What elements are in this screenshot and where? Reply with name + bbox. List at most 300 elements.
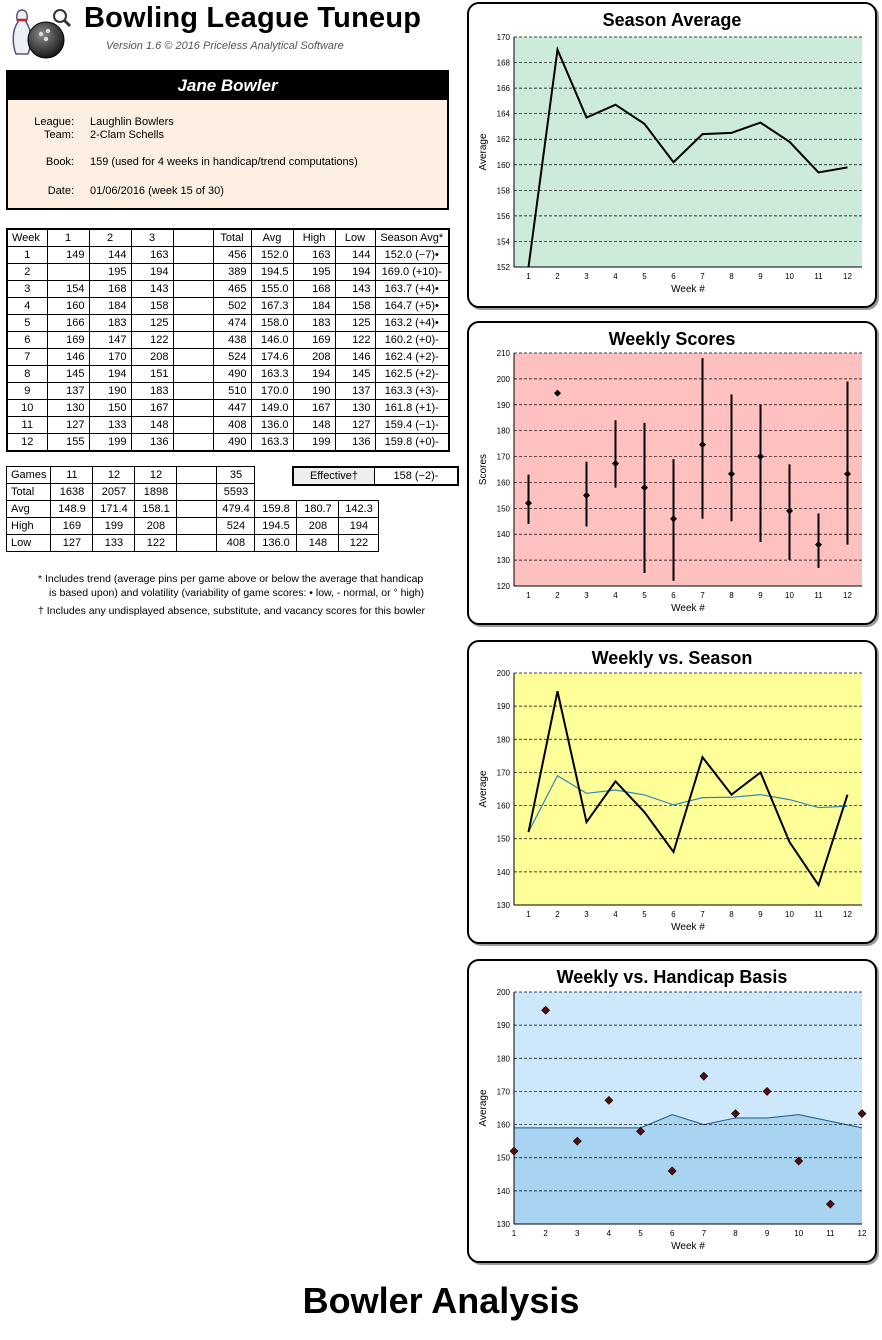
table-cell: 158	[335, 298, 375, 315]
y-tick-label: 160	[496, 160, 510, 170]
table-cell: 160	[47, 298, 89, 315]
table-cell: 174.6	[251, 349, 293, 366]
effective-value: 158 (−2)-	[375, 467, 459, 485]
y-axis-label: Average	[478, 1089, 489, 1127]
x-axis-label: Week #	[671, 284, 705, 295]
table-row	[7, 281, 449, 298]
table-cell: 167	[131, 400, 173, 417]
table-cell: 136	[335, 434, 375, 452]
table-cell: 163.7 (+4)•	[375, 281, 449, 298]
column-header: 1	[47, 229, 89, 247]
date-value: 01/06/2016 (week 15 of 30)	[90, 185, 224, 197]
table-row	[7, 264, 449, 281]
table-cell: 183	[89, 315, 131, 332]
chart-title: Weekly Scores	[608, 329, 736, 349]
table-cell: Low	[7, 535, 51, 552]
empty-cell	[255, 484, 297, 501]
table-cell: 158	[131, 298, 173, 315]
table-cell: 148.9	[51, 501, 93, 518]
table-row	[7, 518, 379, 535]
y-tick-label: 162	[496, 135, 510, 145]
table-cell: 5593	[217, 484, 255, 501]
table-cell: 145	[335, 366, 375, 383]
table-cell: 456	[213, 247, 251, 264]
y-tick-label: 200	[496, 988, 510, 997]
table-cell: 168	[89, 281, 131, 298]
table-cell: 158.1	[135, 501, 177, 518]
table-cell	[173, 400, 213, 417]
table-header-row	[7, 229, 449, 247]
table-cell: 479.4	[217, 501, 255, 518]
column-header: Avg	[251, 229, 293, 247]
x-tick-label: 4	[606, 1229, 612, 1238]
table-row	[7, 484, 379, 501]
x-tick-label: 8	[729, 272, 734, 281]
weekly-vs-handicap-chart-panel	[467, 959, 877, 1263]
table-cell: 194.5	[255, 518, 297, 535]
weekly-scores-chart	[469, 323, 875, 623]
table-row	[7, 332, 449, 349]
season-average-chart-panel	[467, 2, 877, 308]
table-cell: 190	[293, 383, 335, 400]
column-header: Week	[7, 229, 47, 247]
y-tick-label: 152	[496, 263, 510, 272]
y-tick-label: 170	[496, 1087, 510, 1097]
table-cell	[173, 298, 213, 315]
table-cell	[177, 501, 217, 518]
bowler-info-panel	[6, 70, 449, 210]
x-tick-label: 5	[642, 591, 647, 600]
table-cell: 171.4	[93, 501, 135, 518]
y-tick-label: 130	[496, 901, 510, 910]
column-header: Low	[335, 229, 375, 247]
table-cell: 164.7 (+5)•	[375, 298, 449, 315]
table-cell: Avg	[7, 501, 51, 518]
x-axis-label: Week #	[671, 922, 705, 933]
table-cell: 167	[293, 400, 335, 417]
table-cell: 194	[131, 264, 173, 281]
table-cell	[177, 518, 217, 535]
table-cell: 155	[47, 434, 89, 452]
table-cell: 490	[213, 434, 251, 452]
table-cell: 169.0 (+10)-	[375, 264, 449, 281]
table-row	[7, 434, 449, 452]
y-tick-label: 200	[496, 374, 510, 384]
table-cell: 152.0	[251, 247, 293, 264]
table-cell: 180.7	[297, 501, 339, 518]
table-row	[7, 247, 449, 264]
column-header: Season Avg*	[375, 229, 449, 247]
table-cell: 208	[297, 518, 339, 535]
table-cell: 1638	[51, 484, 93, 501]
table-cell: 137	[335, 383, 375, 400]
x-tick-label: 12	[843, 272, 852, 281]
table-cell: 154	[47, 281, 89, 298]
table-cell	[173, 332, 213, 349]
table-row	[7, 349, 449, 366]
table-cell: 184	[89, 298, 131, 315]
y-tick-label: 166	[496, 84, 510, 94]
table-cell	[47, 264, 89, 281]
table-cell: 183	[131, 383, 173, 400]
plot-area	[514, 353, 862, 586]
table-cell: 147	[89, 332, 131, 349]
x-tick-label: 1	[526, 591, 531, 600]
table-cell: 127	[335, 417, 375, 434]
table-cell: 162.4 (+2)-	[375, 349, 449, 366]
bowling-pin-ball-logo-icon	[8, 4, 72, 60]
table-cell: 199	[293, 434, 335, 452]
x-tick-label: 9	[758, 910, 763, 919]
x-tick-label: 5	[642, 910, 647, 919]
table-cell	[173, 281, 213, 298]
table-cell: 146.0	[251, 332, 293, 349]
table-row	[7, 400, 449, 417]
table-cell	[173, 417, 213, 434]
table-cell: 194	[339, 518, 379, 535]
table-cell: 1898	[135, 484, 177, 501]
y-tick-label: 140	[496, 530, 510, 540]
y-tick-label: 158	[496, 186, 510, 196]
app-version: Version 1.6 © 2016 Priceless Analytical Software	[106, 40, 344, 52]
x-tick-label: 5	[642, 272, 647, 281]
table-cell: 195	[89, 264, 131, 281]
table-cell: 163.3	[251, 434, 293, 452]
x-tick-label: 1	[526, 272, 531, 281]
table-cell: 170	[89, 349, 131, 366]
x-axis-label: Week #	[671, 1241, 705, 1252]
table-cell: 146	[335, 349, 375, 366]
table-cell: 167.3	[251, 298, 293, 315]
x-tick-label: 2	[543, 1229, 548, 1238]
season-average-chart	[469, 4, 875, 306]
table-cell: 159.4 (−1)-	[375, 417, 449, 434]
table-cell: 35	[217, 467, 255, 484]
table-cell: 5	[7, 315, 47, 332]
x-tick-label: 8	[729, 591, 734, 600]
table-cell: 12	[93, 467, 135, 484]
table-cell: 208	[131, 349, 173, 366]
x-tick-label: 3	[584, 272, 589, 281]
table-cell: 127	[51, 535, 93, 552]
table-cell: 133	[93, 535, 135, 552]
x-tick-label: 10	[794, 1229, 804, 1238]
y-tick-label: 180	[496, 426, 510, 436]
table-cell: 127	[47, 417, 89, 434]
absence-note: † Includes any undisplayed absence, substitute, and vacancy scores for this bowler	[38, 605, 425, 617]
x-tick-label: 10	[785, 591, 794, 600]
empty-cell	[297, 484, 339, 501]
table-cell: 11	[51, 467, 93, 484]
table-cell: 170.0	[251, 383, 293, 400]
x-tick-label: 12	[843, 910, 852, 919]
table-cell: 194	[293, 366, 335, 383]
table-cell: 1	[7, 247, 47, 264]
table-row	[7, 315, 449, 332]
column-header: 2	[89, 229, 131, 247]
table-cell	[173, 434, 213, 452]
column-header: 3	[131, 229, 173, 247]
table-cell	[173, 349, 213, 366]
table-cell: 146	[47, 349, 89, 366]
table-cell: 194	[89, 366, 131, 383]
y-tick-label: 210	[496, 349, 510, 358]
table-cell: 8	[7, 366, 47, 383]
y-tick-label: 160	[496, 1120, 510, 1130]
x-tick-label: 2	[555, 910, 560, 919]
plot-area	[514, 673, 862, 905]
table-cell: 408	[213, 417, 251, 434]
table-cell: 145	[47, 366, 89, 383]
y-tick-label: 190	[496, 702, 510, 712]
table-cell: 155.0	[251, 281, 293, 298]
table-cell: 199	[89, 434, 131, 452]
table-cell: 10	[7, 400, 47, 417]
x-tick-label: 3	[584, 591, 589, 600]
table-cell: 163.3	[251, 366, 293, 383]
table-cell: 148	[297, 535, 339, 552]
trend-note-line-1: * Includes trend (average pins per game above or below the average that handicap	[38, 573, 424, 585]
empty-cell	[255, 467, 297, 484]
table-cell: 389	[213, 264, 251, 281]
column-header	[173, 229, 213, 247]
column-header: Total	[213, 229, 251, 247]
table-cell: 524	[213, 349, 251, 366]
x-tick-label: 1	[526, 910, 531, 919]
table-cell: 438	[213, 332, 251, 349]
y-tick-label: 130	[496, 1220, 510, 1229]
table-cell: 144	[89, 247, 131, 264]
table-cell: 149	[47, 247, 89, 264]
chart-title: Season Average	[602, 10, 742, 30]
table-cell: 163.2 (+4)•	[375, 315, 449, 332]
table-cell: 136.0	[251, 417, 293, 434]
y-tick-label: 180	[496, 735, 510, 745]
table-cell: 148	[293, 417, 335, 434]
x-tick-label: 11	[814, 272, 823, 281]
x-tick-label: 6	[671, 272, 676, 281]
table-row	[7, 298, 449, 315]
table-cell: 133	[89, 417, 131, 434]
table-cell: Games	[7, 467, 51, 484]
x-tick-label: 8	[733, 1229, 738, 1238]
table-cell	[173, 264, 213, 281]
team-value: 2-Clam Schells	[90, 129, 164, 141]
x-tick-label: 9	[758, 591, 763, 600]
table-cell: 122	[335, 332, 375, 349]
league-value: Laughlin Bowlers	[90, 116, 174, 128]
y-tick-label: 160	[496, 478, 510, 488]
column-header: High	[293, 229, 335, 247]
x-tick-label: 2	[555, 591, 560, 600]
table-cell: 161.8 (+1)-	[375, 400, 449, 417]
x-tick-label: 6	[671, 910, 676, 919]
table-cell: 6	[7, 332, 47, 349]
table-cell: 151	[131, 366, 173, 383]
table-cell: 2	[7, 264, 47, 281]
table-cell: 122	[131, 332, 173, 349]
table-cell: 130	[335, 400, 375, 417]
app-title: Bowling League Tuneup	[84, 2, 422, 34]
weekly-scores-chart-panel	[467, 321, 877, 625]
y-tick-label: 160	[496, 801, 510, 811]
y-tick-label: 120	[496, 582, 510, 591]
y-tick-label: 170	[496, 33, 510, 42]
table-cell: 524	[217, 518, 255, 535]
x-tick-label: 10	[785, 910, 794, 919]
y-axis-label: Scores	[478, 453, 489, 486]
bowler-name: Jane Bowler	[8, 72, 447, 100]
y-axis-label: Average	[478, 133, 489, 171]
table-cell: 152.0 (−7)•	[375, 247, 449, 264]
footer-title: Bowler Analysis	[302, 1280, 580, 1321]
table-cell: 163.3 (+3)-	[375, 383, 449, 400]
trend-note-line-2: is based upon) and volatility (variability of game scores: • low, - normal, or ° high)	[49, 587, 424, 599]
y-tick-label: 140	[496, 1186, 510, 1196]
table-cell	[173, 383, 213, 400]
table-cell: 474	[213, 315, 251, 332]
table-row	[7, 417, 449, 434]
weekly-vs-season-chart-panel	[467, 640, 877, 944]
table-cell: 148	[131, 417, 173, 434]
x-tick-label: 9	[758, 272, 763, 281]
table-cell: 190	[89, 383, 131, 400]
y-tick-label: 150	[496, 504, 510, 514]
table-cell: 169	[47, 332, 89, 349]
table-row	[7, 383, 449, 400]
table-cell: High	[7, 518, 51, 535]
chart-title: Weekly vs. Handicap Basis	[556, 967, 788, 987]
table-cell: 150	[89, 400, 131, 417]
chart-title: Weekly vs. Season	[591, 648, 753, 668]
table-cell: 3	[7, 281, 47, 298]
table-cell: 163	[131, 247, 173, 264]
table-cell: 9	[7, 383, 47, 400]
table-cell: Total	[7, 484, 51, 501]
table-row	[7, 535, 379, 552]
table-cell: 490	[213, 366, 251, 383]
table-cell: 125	[335, 315, 375, 332]
table-cell: 208	[135, 518, 177, 535]
table-cell	[173, 247, 213, 264]
x-tick-label: 11	[814, 591, 823, 600]
book-value: 159 (used for 4 weeks in handicap/trend computations)	[90, 156, 358, 168]
x-tick-label: 7	[700, 910, 705, 919]
x-tick-label: 4	[613, 591, 618, 600]
x-tick-label: 12	[843, 591, 852, 600]
table-cell: 184	[293, 298, 335, 315]
table-cell: 163	[293, 247, 335, 264]
y-tick-label: 170	[496, 768, 510, 778]
table-cell: 194	[335, 264, 375, 281]
table-cell: 12	[135, 467, 177, 484]
table-cell: 143	[131, 281, 173, 298]
x-tick-label: 4	[613, 910, 618, 919]
x-tick-label: 11	[814, 910, 823, 919]
y-tick-label: 150	[496, 1153, 510, 1163]
table-cell: 122	[339, 535, 379, 552]
table-cell: 122	[135, 535, 177, 552]
x-tick-label: 4	[613, 272, 618, 281]
table-cell: 195	[293, 264, 335, 281]
table-cell	[173, 315, 213, 332]
table-cell: 408	[217, 535, 255, 552]
table-cell: 137	[47, 383, 89, 400]
x-tick-label: 6	[671, 591, 676, 600]
table-cell: 447	[213, 400, 251, 417]
table-cell: 159.8	[255, 501, 297, 518]
table-cell: 194.5	[251, 264, 293, 281]
book-label: Book:	[45, 156, 74, 168]
table-cell: 12	[7, 434, 47, 452]
effective-average-table	[292, 466, 459, 486]
table-cell: 136.0	[255, 535, 297, 552]
table-cell: 160.2 (+0)-	[375, 332, 449, 349]
empty-cell	[339, 484, 379, 501]
table-cell: 465	[213, 281, 251, 298]
table-cell: 136	[131, 434, 173, 452]
y-axis-label: Average	[478, 770, 489, 808]
table-cell: 510	[213, 383, 251, 400]
table-row	[7, 501, 379, 518]
y-tick-label: 154	[496, 237, 510, 247]
x-axis-label: Week #	[671, 603, 705, 614]
y-tick-label: 170	[496, 452, 510, 462]
table-cell: 199	[93, 518, 135, 535]
y-tick-label: 140	[496, 867, 510, 877]
table-cell	[177, 484, 217, 501]
x-tick-label: 7	[700, 591, 705, 600]
y-tick-label: 156	[496, 211, 510, 221]
x-tick-label: 7	[700, 272, 705, 281]
table-cell	[177, 467, 217, 484]
y-tick-label: 190	[496, 1021, 510, 1031]
team-label: Team:	[44, 129, 74, 141]
table-cell: 149.0	[251, 400, 293, 417]
table-cell	[177, 535, 217, 552]
table-cell: 4	[7, 298, 47, 315]
table-cell: 166	[47, 315, 89, 332]
y-tick-label: 200	[496, 669, 510, 678]
league-label: League:	[34, 116, 74, 128]
x-tick-label: 10	[785, 272, 794, 281]
table-cell: 169	[51, 518, 93, 535]
x-tick-label: 12	[857, 1229, 867, 1238]
weekly-vs-handicap-chart	[469, 961, 875, 1261]
table-cell: 2057	[93, 484, 135, 501]
x-tick-label: 3	[584, 910, 589, 919]
x-tick-label: 7	[701, 1229, 707, 1238]
table-cell	[173, 366, 213, 383]
x-tick-label: 5	[638, 1229, 643, 1238]
table-cell: 143	[335, 281, 375, 298]
y-tick-label: 164	[496, 109, 510, 119]
y-tick-label: 168	[496, 58, 510, 68]
y-tick-label: 130	[496, 556, 510, 566]
table-cell: 168	[293, 281, 335, 298]
table-cell: 11	[7, 417, 47, 434]
handicap-basis-area	[514, 1115, 862, 1224]
y-tick-label: 150	[496, 834, 510, 844]
table-cell: 158.0	[251, 315, 293, 332]
y-tick-label: 190	[496, 400, 510, 410]
table-cell: 125	[131, 315, 173, 332]
table-cell: 7	[7, 349, 47, 366]
table-cell: 162.5 (+2)-	[375, 366, 449, 383]
table-cell: 208	[293, 349, 335, 366]
weekly-vs-season-chart	[469, 642, 875, 942]
table-cell: 159.8 (+0)-	[375, 434, 449, 452]
